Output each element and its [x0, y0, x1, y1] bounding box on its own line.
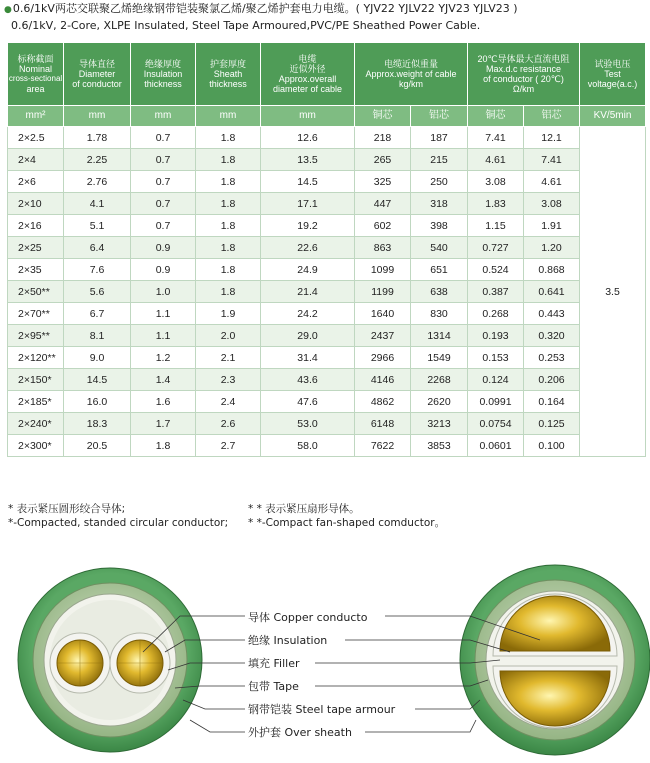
table-cell: 21.4 [261, 281, 355, 303]
table-row [8, 325, 646, 347]
table-cell: 0.387 [468, 281, 524, 303]
table-cell: 1.8 [196, 259, 261, 281]
table-cell: 14.5 [64, 369, 131, 391]
table-cell: 2×25 [8, 237, 64, 259]
table-cell: 863 [355, 237, 411, 259]
table-cell: 1.8 [196, 149, 261, 171]
table-cell: 2×240* [8, 413, 64, 435]
table-cell: 1.2 [131, 347, 196, 369]
table-cell: 398 [411, 215, 468, 237]
table-row [8, 237, 646, 259]
table-cell: 2620 [411, 391, 468, 413]
table-cell: 17.1 [261, 193, 355, 215]
table-cell: 13.5 [261, 149, 355, 171]
header-row [8, 43, 646, 106]
table-cell: 9.0 [64, 347, 131, 369]
table-cell: 0.164 [524, 391, 580, 413]
table-row [8, 281, 646, 303]
table-cell: 2.4 [196, 391, 261, 413]
header-diameter: 导体直径 Diameter of conductor [64, 43, 131, 106]
table-cell: 7622 [355, 435, 411, 457]
title-cn: 0.6/1kV两芯交联聚乙烯绝缘钢带铠装聚氯乙烯/聚乙烯护套电力电缆。( YJV22 YJLV22 YJV23 YJLV23 ) [12, 2, 518, 15]
table-cell: 218 [355, 127, 411, 149]
table-cell: 0.443 [524, 303, 580, 325]
table-cell: 2×300* [8, 435, 64, 457]
table-cell: 14.5 [261, 171, 355, 193]
table-cell: 2×95** [8, 325, 64, 347]
table-cell: 4.1 [64, 193, 131, 215]
table-cell: 1.91 [524, 215, 580, 237]
table-cell: 8.1 [64, 325, 131, 347]
table-cell: 24.9 [261, 259, 355, 281]
table-cell: 6.7 [64, 303, 131, 325]
unit-res-al: 铝芯 [524, 106, 580, 127]
table-cell: 43.6 [261, 369, 355, 391]
table-cell: 6.4 [64, 237, 131, 259]
table-cell: 2.0 [196, 325, 261, 347]
unit-insulation: mm [131, 106, 196, 127]
table-cell: 0.727 [468, 237, 524, 259]
table-row [8, 435, 646, 457]
title-en: 0.6/1kV, 2-Core, XLPE Insulated, Steel Tape Armoured,PVC/PE Sheathed Power Cable. [11, 19, 481, 32]
table-cell: 0.9 [131, 259, 196, 281]
title-cn-line [4, 1, 518, 18]
table-row [8, 413, 646, 435]
table-cell: 1.83 [468, 193, 524, 215]
table-cell: 1.1 [131, 325, 196, 347]
table-cell: 2.3 [196, 369, 261, 391]
table-cell: 0.193 [468, 325, 524, 347]
table-cell: 1.1 [131, 303, 196, 325]
table-cell: 0.868 [524, 259, 580, 281]
table-cell: 1.8 [196, 215, 261, 237]
table-cell: 2×150* [8, 369, 64, 391]
table-cell: 2×16 [8, 215, 64, 237]
note-double-en: * *-Compact fan-shaped comductor。 [248, 517, 446, 529]
table-cell: 2×4 [8, 149, 64, 171]
table-row [8, 193, 646, 215]
table-cell: 1.0 [131, 281, 196, 303]
table-cell: 7.41 [524, 149, 580, 171]
header-voltage: 试验电压 Test voltage(a.c.) [580, 43, 646, 106]
table-cell: 0.253 [524, 347, 580, 369]
table-cell: 3213 [411, 413, 468, 435]
table-cell: 1.9 [196, 303, 261, 325]
page-title [4, 1, 518, 33]
table-cell: 0.7 [131, 193, 196, 215]
table-cell: 2.7 [196, 435, 261, 457]
table-cell: 1.20 [524, 237, 580, 259]
unit-res-cu: 铜芯 [468, 106, 524, 127]
table-cell: 215 [411, 149, 468, 171]
table-cell: 0.0754 [468, 413, 524, 435]
unit-diameter: mm [64, 106, 131, 127]
table-cell: 1.7 [131, 413, 196, 435]
table-cell: 0.9 [131, 237, 196, 259]
table-cell: 0.125 [524, 413, 580, 435]
table-cell: 4.61 [524, 171, 580, 193]
label-steel-tape-armour: 钢带铠装 Steel tape armour [248, 703, 396, 716]
table-cell: 53.0 [261, 413, 355, 435]
table-cell: 0.7 [131, 127, 196, 149]
table-cell: 0.7 [131, 171, 196, 193]
header-insulation: 绝缘厚度 Insulation thickness [131, 43, 196, 106]
table-cell: 1.8 [196, 281, 261, 303]
bullet-icon: ● [4, 5, 12, 15]
header-resistance: 20℃导体最大直流电阻 Max.d.c resistance of conductor ( 20℃) Ω/km [468, 43, 580, 106]
table-cell: 1.8 [196, 193, 261, 215]
cable-round-core [18, 568, 202, 752]
table-cell: 1.8 [196, 127, 261, 149]
label-filler: 填充 Filler [248, 657, 300, 670]
table-cell: 1.8 [196, 237, 261, 259]
table-cell: 2×10 [8, 193, 64, 215]
table-cell: 2268 [411, 369, 468, 391]
table-cell: 2×6 [8, 171, 64, 193]
table-cell: 1549 [411, 347, 468, 369]
table-cell: 7.6 [64, 259, 131, 281]
header-weight: 电缆近似重量 Approx.weight of cable kg/km [355, 43, 468, 106]
table-cell: 24.2 [261, 303, 355, 325]
label-tape: 包带 Tape [248, 680, 299, 693]
table-row [8, 259, 646, 281]
unit-row [8, 106, 646, 127]
table-row [8, 149, 646, 171]
unit-nominal: mm² [8, 106, 64, 127]
table-cell: 12.1 [524, 127, 580, 149]
table-cell: 2966 [355, 347, 411, 369]
table-cell: 265 [355, 149, 411, 171]
table-row [8, 127, 646, 149]
table-cell: 1.15 [468, 215, 524, 237]
table-cell: 12.6 [261, 127, 355, 149]
cable-sector-core [460, 565, 650, 755]
table-cell: 2.6 [196, 413, 261, 435]
table-cell: 0.0601 [468, 435, 524, 457]
table-cell: 638 [411, 281, 468, 303]
table-cell: 18.3 [64, 413, 131, 435]
table-cell: 6148 [355, 413, 411, 435]
table-cell: 1.8 [131, 435, 196, 457]
table-cell: 250 [411, 171, 468, 193]
unit-sheath: mm [196, 106, 261, 127]
table-cell: 1.4 [131, 369, 196, 391]
table-cell: 325 [355, 171, 411, 193]
table-cell: 1314 [411, 325, 468, 347]
table-row [8, 391, 646, 413]
table-cell: 20.5 [64, 435, 131, 457]
header-sheath: 护套厚度 Sheath thickness [196, 43, 261, 106]
table-cell: 2×185* [8, 391, 64, 413]
table-row [8, 303, 646, 325]
unit-voltage: KV/5min [580, 106, 646, 127]
table-cell: 1199 [355, 281, 411, 303]
table-cell: 187 [411, 127, 468, 149]
table-cell: 5.1 [64, 215, 131, 237]
unit-overall: mm [261, 106, 355, 127]
spec-table [7, 42, 646, 457]
table-cell: 22.6 [261, 237, 355, 259]
table-cell: 2.1 [196, 347, 261, 369]
table-cell: 830 [411, 303, 468, 325]
table-cell: 2×50** [8, 281, 64, 303]
table-cell: 651 [411, 259, 468, 281]
table-cell: 2×2.5 [8, 127, 64, 149]
table-cell: 0.153 [468, 347, 524, 369]
table-cell: 0.524 [468, 259, 524, 281]
test-voltage-value: 3.5 [580, 127, 646, 457]
table-cell: 58.0 [261, 435, 355, 457]
table-cell: 318 [411, 193, 468, 215]
table-cell: 2.25 [64, 149, 131, 171]
table-cell: 4.61 [468, 149, 524, 171]
header-overall: 电缆 近似外径 Approx.overall diameter of cable [261, 43, 355, 106]
table-cell: 0.268 [468, 303, 524, 325]
table-cell: 0.320 [524, 325, 580, 347]
table-cell: 0.7 [131, 215, 196, 237]
unit-weight-al: 铝芯 [411, 106, 468, 127]
table-cell: 2437 [355, 325, 411, 347]
table-cell: 1099 [355, 259, 411, 281]
table-cell: 0.641 [524, 281, 580, 303]
table-row [8, 215, 646, 237]
table-row [8, 347, 646, 369]
table-cell: 2×120** [8, 347, 64, 369]
table-cell: 19.2 [261, 215, 355, 237]
table-cell: 447 [355, 193, 411, 215]
table-cell: 5.6 [64, 281, 131, 303]
table-cell: 4146 [355, 369, 411, 391]
table-cell: 29.0 [261, 325, 355, 347]
note-single-en: *-Compacted, standed circular conductor; [8, 517, 229, 529]
table-cell: 2.76 [64, 171, 131, 193]
table-cell: 0.206 [524, 369, 580, 391]
table-cell: 3.08 [524, 193, 580, 215]
table-cell: 0.7 [131, 149, 196, 171]
table-cell: 1640 [355, 303, 411, 325]
table-cell: 602 [355, 215, 411, 237]
table-row [8, 369, 646, 391]
table-cell: 2×70** [8, 303, 64, 325]
label-insulation: 绝缘 Insulation [248, 634, 328, 647]
table-cell: 7.41 [468, 127, 524, 149]
table-cell: 2×35 [8, 259, 64, 281]
label-conductor: 导体 Copper conducto [248, 611, 368, 624]
table-cell: 0.0991 [468, 391, 524, 413]
label-over-sheath: 外护套 Over sheath [248, 726, 352, 739]
table-cell: 31.4 [261, 347, 355, 369]
table-cell: 0.100 [524, 435, 580, 457]
note-single-cn: * 表示紧压圆形绞合导体; [8, 503, 126, 515]
table-cell: 3.08 [468, 171, 524, 193]
table-cell: 540 [411, 237, 468, 259]
table-cell: 1.8 [196, 171, 261, 193]
table-cell: 1.6 [131, 391, 196, 413]
table-cell: 1.78 [64, 127, 131, 149]
table-body [8, 127, 646, 457]
table-cell: 16.0 [64, 391, 131, 413]
table-cell: 4862 [355, 391, 411, 413]
header-nominal: 标称截面 Nominal cross-sectional area [8, 43, 64, 106]
note-double-cn: * * 表示紧压扇形导体。 [248, 503, 360, 515]
table-cell: 0.124 [468, 369, 524, 391]
table-cell: 47.6 [261, 391, 355, 413]
table-row [8, 171, 646, 193]
table-cell: 3853 [411, 435, 468, 457]
unit-weight-cu: 铜芯 [355, 106, 411, 127]
